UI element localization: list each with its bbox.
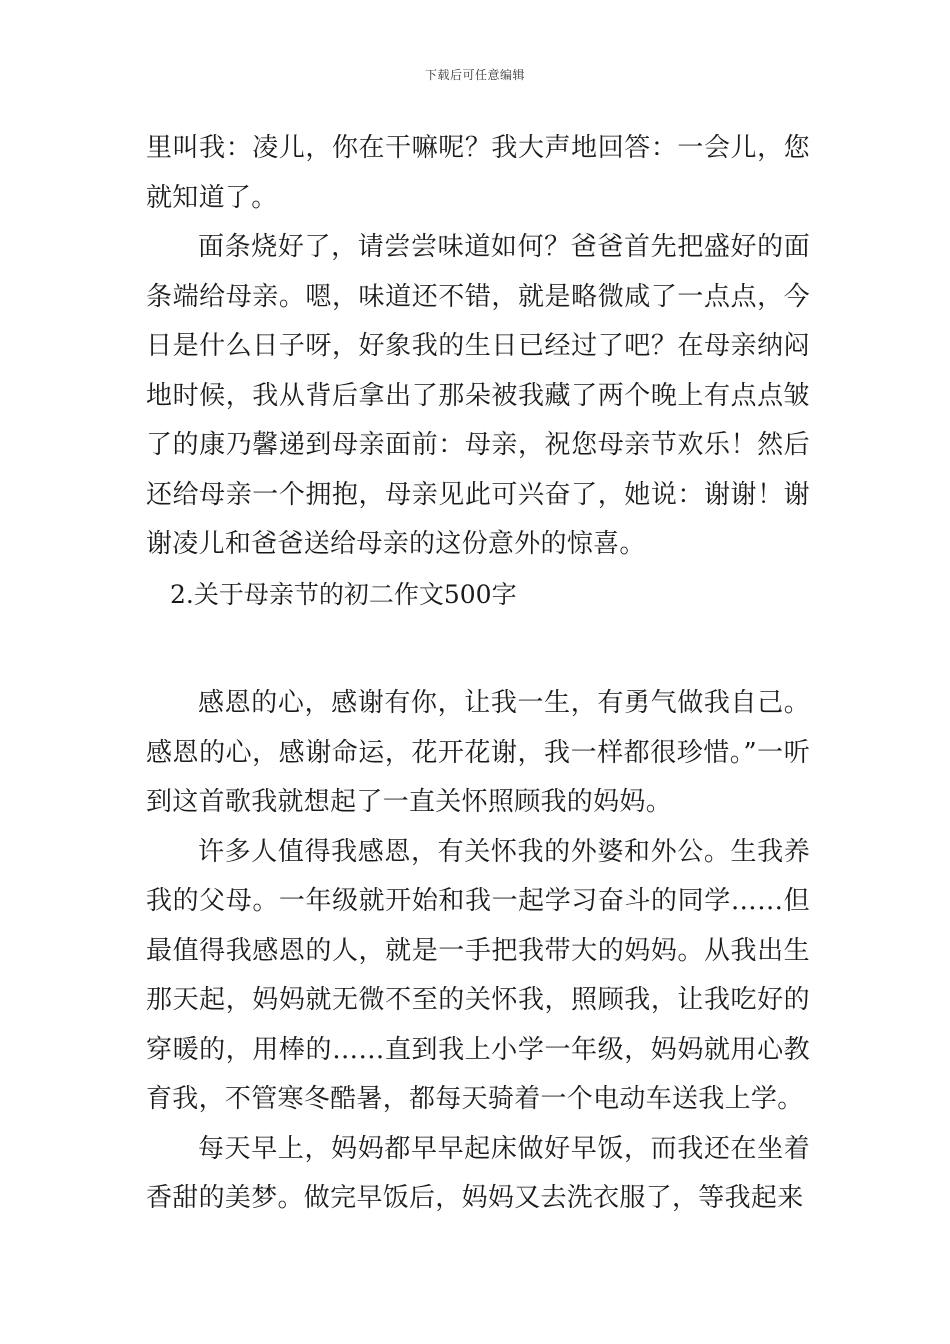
paragraph: 面条烧好了，请尝尝味道如何？爸爸首先把盛好的面条端给母亲。嗯，味道还不错，就是略微咸了一点点，今日是什么日子呀，好象我的生日已经过了吧？在母亲纳闷地时候，我从背后拿出了那朵被我藏了两个晚上有点点皱了的康乃馨递到母亲面前：母亲，祝您母亲节欢乐！然后还给母亲一个拥抱，母亲见此可兴奋了，她说：谢谢！谢谢凌儿和爸爸送给母亲的这份意外的惊喜。 xyxy=(146,232,810,559)
paragraph: 每天早上，妈妈都早早起床做好早饭，而我还在坐着香甜的美梦。做完早饭后，妈妈又去洗衣服了，等我起来 xyxy=(146,1133,810,1213)
paragraph: 感恩的心，感谢有你，让我一生，有勇气做我自己。感恩的心，感谢命运，花开花谢，我一样都很珍惜。”一听到这首歌我就想起了一直关怀照顾我的妈妈。 xyxy=(146,688,810,817)
paragraph: 里叫我：凌儿，你在干嘛呢？我大声地回答：一会儿，您就知道了。 xyxy=(146,133,810,213)
paragraph: 许多人值得我感恩，有关怀我的外婆和外公。生我养我的父母。一年级就开始和我一起学习奋斗的同学……但最值得我感恩的人，就是一手把我带大的妈妈。从我出生那天起，妈妈就无微不至的关怀我，照顾我，让我吃好的穿暖的，用棒的……直到我上小学一年级，妈妈就用心教育我，不管寒冬酷暑，都每天骑着一个电动车送我上学。 xyxy=(146,836,810,1114)
section-heading: 2.关于母亲节的初二作文500字 xyxy=(170,579,517,609)
document-body xyxy=(146,124,810,1224)
page-header: 下载后可任意编辑 xyxy=(424,68,525,82)
section-spacer xyxy=(146,619,810,679)
